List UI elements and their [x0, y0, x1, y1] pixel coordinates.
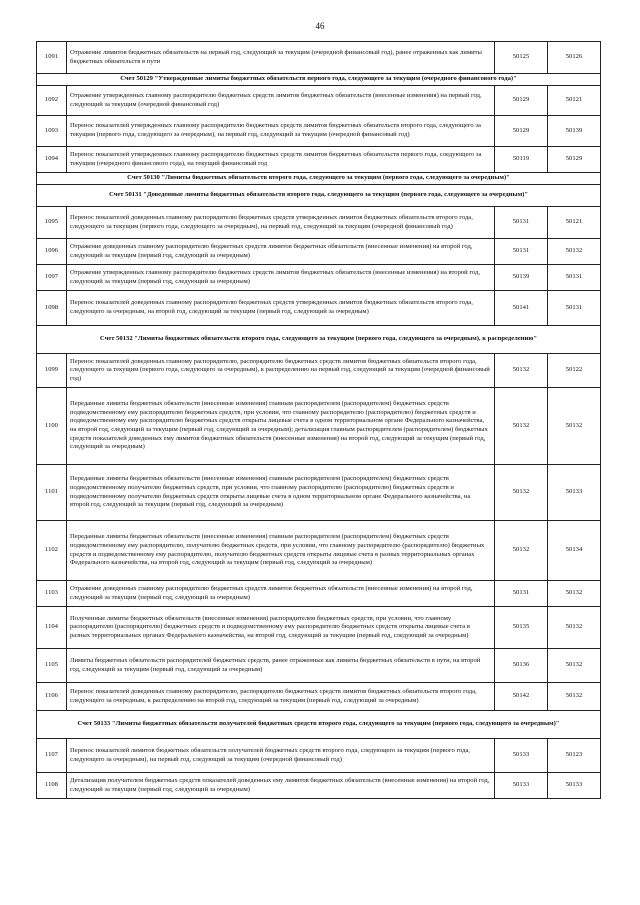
entry-number: 1106 — [37, 683, 67, 711]
entry-number: 1102 — [37, 521, 67, 581]
credit-account: 50121 — [548, 86, 601, 116]
entry-description: Лимиты бюджетных обязательств распорядителей бюджетных средств, ранее отраженные как лимиты бюджетных обязательств в пути, на второй год, следующий за текущим (первый год, следующий за очередным) — [67, 649, 495, 683]
section-title: Счет 50133 "Лимиты бюджетных обязательств получателей бюджетных средств второго года, следующего за текущим (первого года, следующего за очередным)" — [37, 711, 601, 739]
section-title: Счет 50130 "Лимиты бюджетных обязательств второго года, следующего за текущим (первого года, следующего за очередным)" — [37, 173, 601, 185]
entry-number: 1108 — [37, 773, 67, 799]
entry-description: Отражение утвержденных главному распорядителю бюджетных средств лимитов бюджетных обязательств (внесенные изменения) на первый год, следующий за текущим (очередной финансовый год) — [67, 86, 495, 116]
table-row — [37, 581, 601, 607]
table-row — [37, 739, 601, 773]
debit-account: 50141 — [495, 291, 548, 326]
table-row — [37, 265, 601, 291]
entry-number: 1097 — [37, 265, 67, 291]
debit-account: 50132 — [495, 521, 548, 581]
entry-number: 1092 — [37, 86, 67, 116]
section-header-row — [37, 326, 601, 354]
table-row — [37, 465, 601, 521]
debit-account: 50133 — [495, 739, 548, 773]
debit-account: 50133 — [495, 773, 548, 799]
table-row — [37, 521, 601, 581]
accounting-entries-table — [36, 41, 601, 799]
entry-description: Перенос показателей доведенных главному распорядителю бюджетных средств утвержденных лимитов бюджетных обязательств второго года, следующего за очередным, на второй год, следующий за текущим (первый год, следующий за очередным) — [67, 291, 495, 326]
table-row — [37, 607, 601, 649]
table-row — [37, 649, 601, 683]
entry-description: Перенос показателей доведенных главному распорядителю, распорядителю бюджетных средств лимитов бюджетных обязательств второго года, следующего за текущим (первого года, следующего за очередным), к распределению на первый год, следующий за текущим (очередной финансовый год) — [67, 354, 495, 388]
credit-account: 50133 — [548, 773, 601, 799]
entry-number: 1095 — [37, 207, 67, 239]
entry-description: Перенос показателей утвержденных главному распорядителю бюджетных средств лимитов бюджетных обязательств второго года, следующего за текущим (первого года, следующего за очередным), на первый год, следующий за текущим (очередной финансовый год) — [67, 116, 495, 147]
credit-account: 50129 — [548, 147, 601, 173]
entry-number: 1096 — [37, 239, 67, 265]
credit-account: 50132 — [548, 581, 601, 607]
credit-account: 50139 — [548, 116, 601, 147]
credit-account: 50132 — [548, 388, 601, 465]
entry-number: 1105 — [37, 649, 67, 683]
table-row — [37, 388, 601, 465]
debit-account: 50119 — [495, 147, 548, 173]
credit-account: 50132 — [548, 239, 601, 265]
credit-account: 50122 — [548, 354, 601, 388]
entry-description: Отражение доведенных главному распорядителю бюджетных средств лимитов бюджетных обязательств (внесенные изменения) на второй год, следующий за текущим (первый год, следующий за очередным) — [67, 581, 495, 607]
debit-account: 50132 — [495, 388, 548, 465]
credit-account: 50131 — [548, 265, 601, 291]
entry-description: Детализация получателем бюджетных средств показателей доведенных ему лимитов бюджетных обязательств (внесенные изменения) на второй год, следующий за текущим (первый год, следующий за очередным) — [67, 773, 495, 799]
entry-description: Отражение доведенных главному распорядителю бюджетных средств лимитов бюджетных обязательств (внесенные изменения) на второй год, следующий за текущим (первый год, следующий за очередным) — [67, 239, 495, 265]
table-row — [37, 42, 601, 74]
entry-number: 1103 — [37, 581, 67, 607]
section-header-row — [37, 74, 601, 86]
entry-number: 1099 — [37, 354, 67, 388]
debit-account: 50132 — [495, 354, 548, 388]
debit-account: 50131 — [495, 239, 548, 265]
entry-number: 1107 — [37, 739, 67, 773]
entry-number: 1100 — [37, 388, 67, 465]
debit-account: 50139 — [495, 265, 548, 291]
entry-number: 1104 — [37, 607, 67, 649]
debit-account: 50135 — [495, 607, 548, 649]
entry-description: Полученные лимиты бюджетных обязательств (внесенные изменения) распорядителем бюджетных средств, при условии, что главному распорядителю (распорядителю) бюджетных средств и подведомственному ему распорядителю бюджетных средств открыты лицевые счета в разных территориальных органах Федерального казначейства, на второй год, следующий за текущим (первый год, следующий за очередным) — [67, 607, 495, 649]
debit-account: 50132 — [495, 465, 548, 521]
table-body — [37, 42, 601, 799]
credit-account: 50134 — [548, 521, 601, 581]
entry-description: Переданные лимиты бюджетных обязательств (внесенные изменения) главным распорядителем (распорядителем) бюджетных средств подведомственному получателю бюджетных средств, при условии, что главному распорядителю (распорядителю) бюджетных средств и подведомственному получателю бюджетных средств открыты лицевые счета в одном территориальном органе Федерального казначейства, на второй год, следующий за текущим (первый год, следующий за очередным) — [67, 465, 495, 521]
section-header-row — [37, 711, 601, 739]
table-row — [37, 116, 601, 147]
credit-account: 50132 — [548, 683, 601, 711]
debit-account: 50129 — [495, 86, 548, 116]
entry-description: Перенос показателей доведенных главному распорядителю, распорядителю бюджетных средств лимитов бюджетных обязательств второго года, следующего за очередным, к распределению на второй год, следующий за текущим (первый год, следующий за очередным) — [67, 683, 495, 711]
entry-description: Переданные лимиты бюджетных обязательств (внесенные изменения) главным распорядителем (распорядителем) бюджетных средств подведомственному ему распорядителю бюджетных средств, при условии, что главному распорядителю (распорядителю) бюджетных средств и подведомственному ему распорядителю бюджетных средств открыты лицевые счета в одном территориальном органе Федерального казначейства, на второй год, следующий за текущим (первый год, следующий за очередным); детализация главным распорядителем (распорядителем) бюджетных средств показателей доведенных ему лимитов бюджетных обязательств (внесенные изменения) на второй год, следующий за текущим (первый год, следующий за очередным) — [67, 388, 495, 465]
section-header-row — [37, 185, 601, 207]
entry-number: 1101 — [37, 465, 67, 521]
debit-account: 50131 — [495, 581, 548, 607]
table-row — [37, 239, 601, 265]
debit-account: 50125 — [495, 42, 548, 74]
table-row — [37, 291, 601, 326]
table-row — [37, 86, 601, 116]
credit-account: 50131 — [548, 291, 601, 326]
table-row — [37, 354, 601, 388]
entry-number: 1093 — [37, 116, 67, 147]
entry-description: Отражение лимитов бюджетных обязательств на первый год, следующий за текущим (очередной финансовый год), ранее отраженных как лимиты бюджетных обязательств в пути — [67, 42, 495, 74]
section-title: Счет 50129 "Утвержденные лимиты бюджетных обязательств первого года, следующего за текущим (очередного финансового года)" — [37, 74, 601, 86]
debit-account: 50131 — [495, 207, 548, 239]
credit-account: 50123 — [548, 739, 601, 773]
table-row — [37, 773, 601, 799]
entry-description: Отражение утвержденных главному распорядителю бюджетных средств лимитов бюджетных обязательств (внесенные изменения) на второй год, следующий за текущим (первый год, следующий за очередным) — [67, 265, 495, 291]
credit-account: 50132 — [548, 649, 601, 683]
credit-account: 50126 — [548, 42, 601, 74]
entry-number: 1098 — [37, 291, 67, 326]
credit-account: 50133 — [548, 465, 601, 521]
debit-account: 50142 — [495, 683, 548, 711]
debit-account: 50129 — [495, 116, 548, 147]
section-title: Счет 50132 "Лимиты бюджетных обязательств второго года, следующего за текущим (первого года, следующего за очередным), к распределению" — [37, 326, 601, 354]
debit-account: 50136 — [495, 649, 548, 683]
entry-number: 1091 — [37, 42, 67, 74]
table-row — [37, 207, 601, 239]
credit-account: 50121 — [548, 207, 601, 239]
page-number: 46 — [315, 21, 325, 31]
entry-description: Перенос показателей лимитов бюджетных обязательств получателей бюджетных средств второго года, следующего за текущим (первого года, следующего за очередным), на первый год, следующий за текущим (очередной финансовый год) — [67, 739, 495, 773]
entry-description: Перенос показателей утвержденных главному распорядителю бюджетных средств лимитов бюджетных обязательств первого года, следующего за текущим (очередного финансового года), на текущий финансовый год — [67, 147, 495, 173]
entry-description: Перенос показателей доведенных главному распорядителю бюджетных средств утвержденных лимитов бюджетных обязательств второго года, следующего за текущим (первого года, следующего за очередным), на первый год, следующий за текущим (очередной финансовый год) — [67, 207, 495, 239]
credit-account: 50132 — [548, 607, 601, 649]
table-row — [37, 147, 601, 173]
entry-number: 1094 — [37, 147, 67, 173]
table-row — [37, 683, 601, 711]
entry-description: Переданные лимиты бюджетных обязательств (внесенные изменения) главным распорядителем (распорядителем) бюджетных средств подведомственному ему распорядителю, получателю бюджетных средств, при условии, что главному распорядителю (распорядителю) бюджетных средств и подведомственному ему распорядителю, получателю бюджетных средств открыты лицевые счета в разных территориальных органах Федерального казначейства, на второй год, следующий за текущим (первый год, следующий за очередным) — [67, 521, 495, 581]
section-title: Счет 50131 "Доведенные лимиты бюджетных обязательств второго года, следующего за текущим (первого года, следующего за очередным)" — [37, 185, 601, 207]
section-header-row — [37, 173, 601, 185]
